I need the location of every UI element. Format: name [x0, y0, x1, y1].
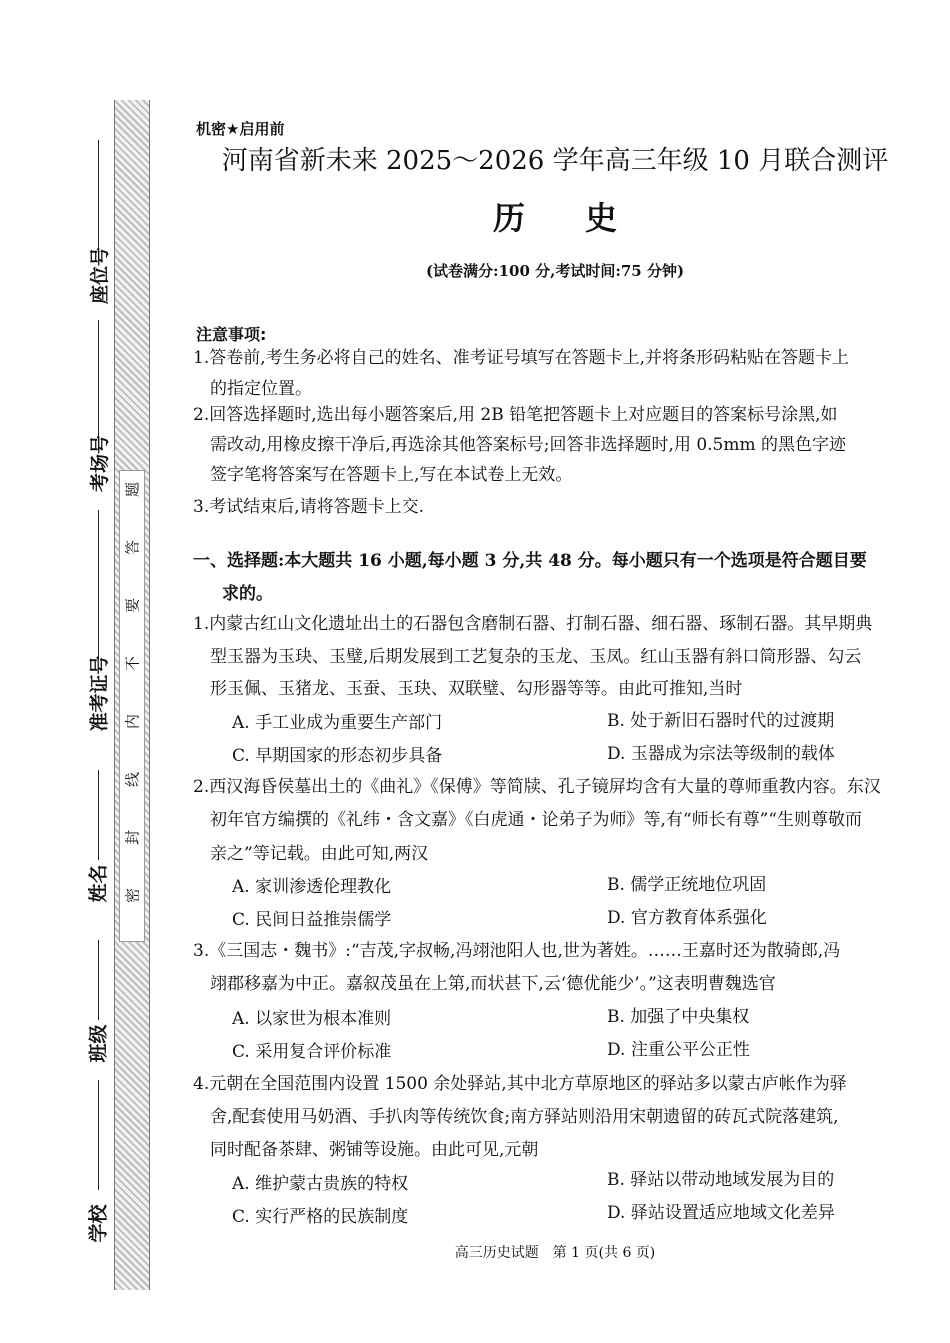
notice-heading: 注意事项:: [196, 325, 267, 344]
seal-char: 线: [123, 772, 142, 788]
q3-option-b[interactable]: B. 加强了中央集权: [607, 1007, 750, 1027]
name-line: [98, 770, 99, 860]
ticket-number-line: [98, 510, 99, 660]
seal-char: 不: [123, 656, 142, 672]
q1-option-a[interactable]: A. 手工业成为重要生产部门: [232, 713, 443, 733]
q4-option-b[interactable]: B. 驿站以带动地域发展为目的: [607, 1170, 835, 1190]
notice-line: 的指定位置。: [210, 379, 312, 399]
confidential-tag: 机密★启用前: [196, 120, 285, 138]
q2-option-c[interactable]: C. 民间日益推崇儒学: [232, 910, 392, 930]
q4-option-d[interactable]: D. 驿站设置适应地域文化差异: [607, 1203, 835, 1223]
q2-option-a[interactable]: A. 家训渗透伦理教化: [232, 877, 392, 897]
ticket-number-label: 准考证号: [88, 655, 111, 732]
q2-option-d[interactable]: D. 官方教育体系强化: [607, 908, 767, 928]
exam-room-line: [98, 320, 99, 450]
notice-line: 1.答卷前,考生务必将自己的姓名、准考证号填写在答题卡上,并将条形码粘贴在答题卡上: [193, 348, 850, 368]
question-1-line: 1.内蒙古红山文化遗址出土的石器包含磨制石器、打制石器、细石器、琢制石器。其早期典: [193, 614, 873, 634]
page-footer: 高三历史试题 第 1 页(共 6 页): [454, 1245, 656, 1261]
seal-char: 密: [123, 888, 142, 904]
notice-line: 需改动,用橡皮擦干净后,再选涂其他答案标号;回答非选择题时,用 0.5mm 的黑色字迹: [210, 435, 847, 455]
section-heading: 一、选择题:本大题共 16 小题,每小题 3 分,共 48 分。每小题只有一个选项是符合题目要: [193, 551, 867, 571]
q1-option-c[interactable]: C. 早期国家的形态初步具备: [232, 746, 443, 766]
q3-option-d[interactable]: D. 注重公平公正性: [607, 1040, 750, 1060]
q3-option-c[interactable]: C. 采用复合评价标准: [232, 1042, 392, 1062]
question-4-line: 舍,配套使用马奶酒、手扒肉等传统饮食;南方驿站则沿用宋朝遗留的砖瓦式院落建筑,: [210, 1107, 839, 1127]
class-label: 班级: [87, 1024, 110, 1063]
score-info: (试卷满分:100 分,考试时间:75 分钟): [425, 262, 685, 280]
seal-line-box: [119, 470, 145, 942]
notice-line: 3.考试结束后,请将答题卡上交.: [193, 497, 425, 517]
seal-char: 封: [123, 830, 142, 846]
notice-line: 签字笔将答案写在答题卡上,写在本试卷上无效。: [210, 465, 573, 485]
exam-room-label: 考场号: [89, 434, 112, 493]
class-line: [98, 940, 99, 1020]
question-2-line: 初年官方编撰的《礼纬・含文嘉》《白虎通・论弟子为师》等,有“师长有尊”“生则尊敬而: [210, 810, 862, 830]
school-label: 学校: [87, 1204, 110, 1243]
seat-number-line: [98, 140, 99, 260]
seat-number-label: 座位号: [89, 246, 112, 305]
q4-option-a[interactable]: A. 维护蒙古贵族的特权: [232, 1174, 409, 1194]
q4-option-c[interactable]: C. 实行严格的民族制度: [232, 1207, 409, 1227]
question-1-line: 型玉器为玉玦、玉璧,后期发展到工艺复杂的玉龙、玉凤。红山玉器有斜口筒形器、勾云: [210, 647, 862, 667]
q3-option-a[interactable]: A. 以家世为根本准则: [232, 1009, 392, 1029]
question-3-line: 翊郡移嘉为中正。嘉叙茂虽在上第,而状甚下,云‘德优能少’。”这表明曹魏选官: [210, 974, 776, 994]
question-2-line: 亲之”等记载。由此可知,两汉: [210, 844, 429, 864]
seal-char: 内: [123, 714, 142, 730]
question-2-line: 2.西汉海昏侯墓出土的《曲礼》《保傅》等简牍、孔子镜屏均含有大量的尊师重教内容。东汉: [193, 777, 881, 797]
q1-option-d[interactable]: D. 玉器成为宗法等级制的载体: [607, 744, 835, 764]
seal-char: 题: [123, 482, 142, 498]
seal-char: 要: [123, 598, 142, 614]
question-4-line: 同时配备茶肆、粥铺等设施。由此可见,元朝: [210, 1140, 539, 1160]
subject-title: 历史: [492, 199, 677, 237]
section-heading-cont: 求的。: [222, 584, 273, 604]
notice-line: 2.回答选择题时,选出每小题答案后,用 2B 铅笔把答题卡上对应题目的答案标号涂黑,如: [193, 405, 838, 425]
exam-title: 河南省新未来 2025～2026 学年高三年级 10 月联合测评: [221, 146, 889, 176]
school-line: [98, 1080, 99, 1190]
question-1-line: 形玉佩、玉猪龙、玉蚕、玉玦、双联璧、勾形器等等。由此可推知,当时: [210, 679, 743, 699]
question-4-line: 4.元朝在全国范围内设置 1500 余处驿站,其中北方草原地区的驿站多以蒙古庐帐作为驿: [193, 1074, 847, 1094]
q2-option-b[interactable]: B. 儒学正统地位巩固: [607, 875, 767, 895]
q1-option-b[interactable]: B. 处于新旧石器时代的过渡期: [607, 711, 835, 731]
name-label: 姓名: [87, 864, 110, 903]
question-3-line: 3.《三国志・魏书》:“吉茂,字叔畅,冯翊池阳人也,世为著姓。……王嘉时还为散骑郎,冯: [193, 941, 841, 961]
seal-char: 答: [123, 540, 142, 556]
